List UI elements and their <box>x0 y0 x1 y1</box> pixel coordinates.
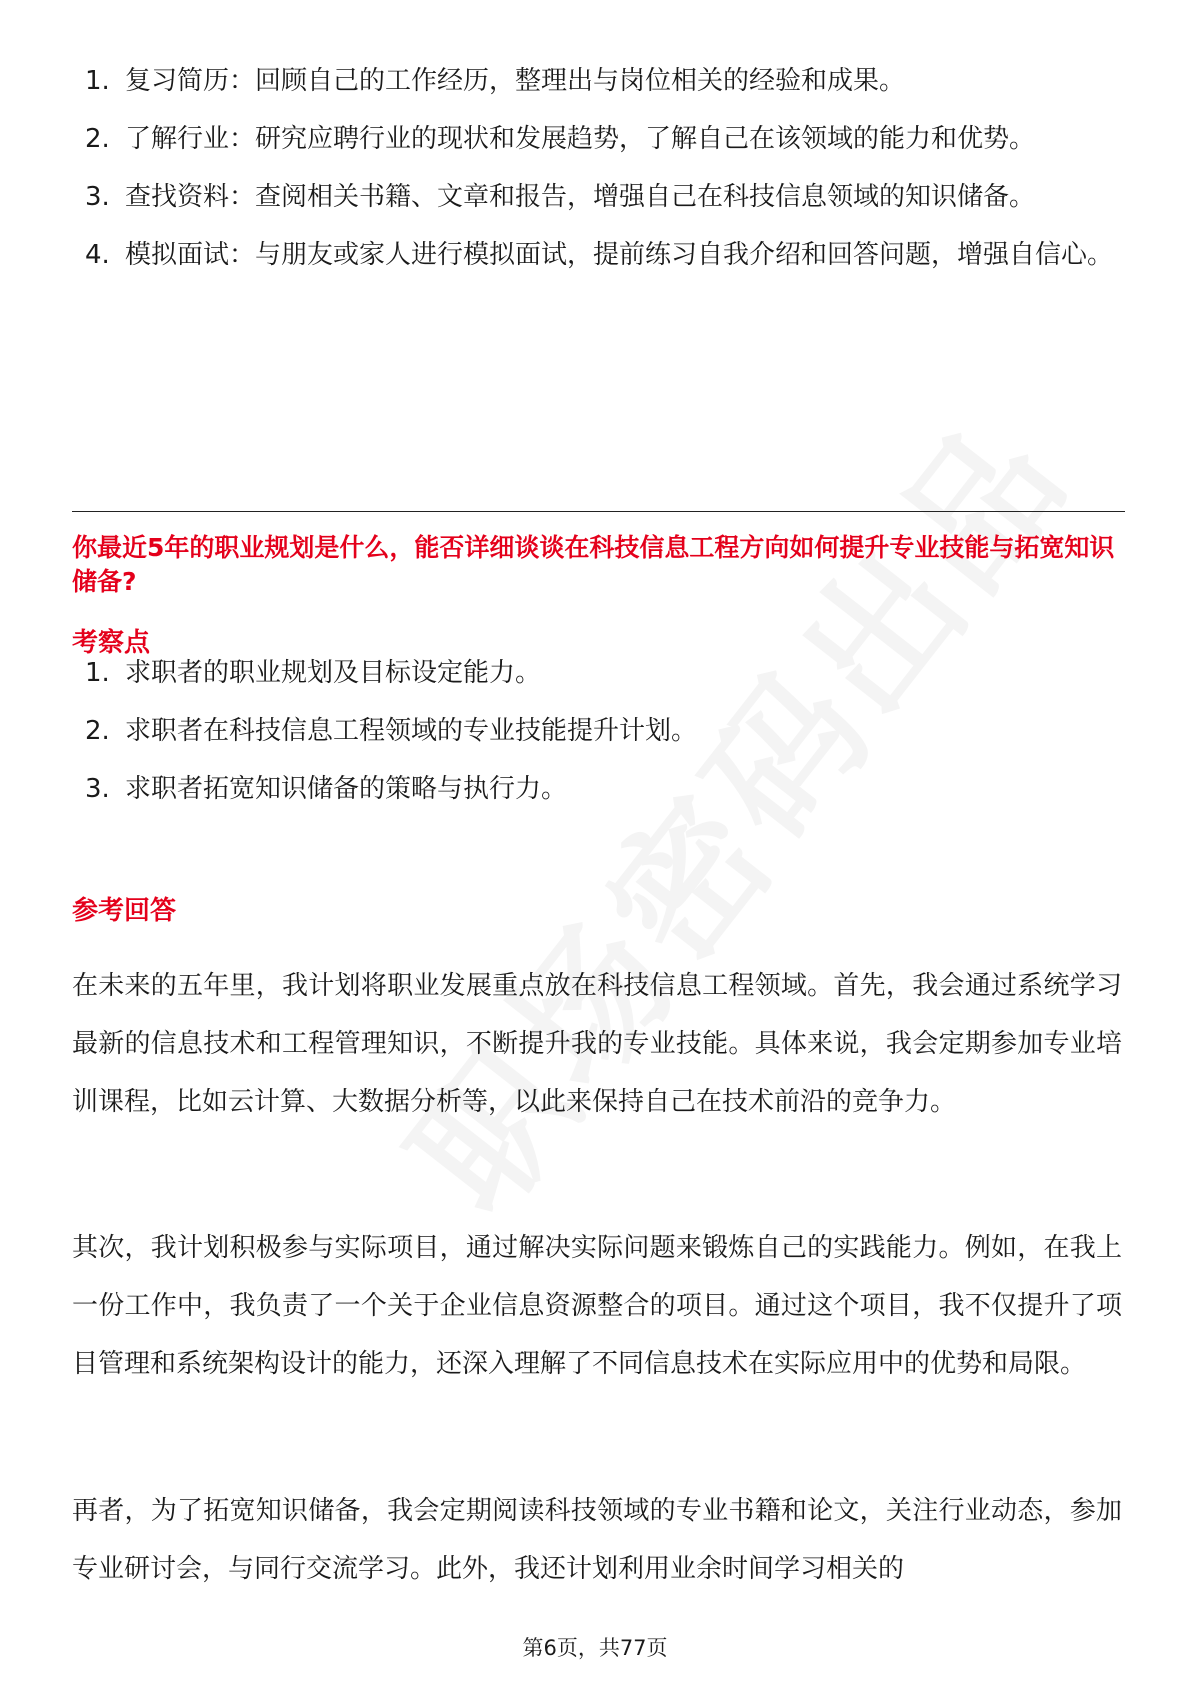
list-number: 2. <box>85 124 110 154</box>
list-item <box>85 168 1125 226</box>
answer-heading: 参考回答 <box>72 896 177 926</box>
list-item <box>85 644 1125 702</box>
interview-question: 你最近5年的职业规划是什么，能否详细谈谈在科技信息工程方向如何提升专业技能与拓宽知识储备? <box>72 533 1115 596</box>
list-text: 求职者的职业规划及目标设定能力。 <box>125 658 542 688</box>
list-text: 查找资料：查阅相关书籍、文章和报告，增强自己在科技信息领域的知识储备。 <box>125 182 1036 212</box>
preparation-list <box>85 52 1125 284</box>
list-number: 4. <box>85 240 110 270</box>
list-text: 模拟面试：与朋友或家人进行模拟面试，提前练习自我介绍和回答问题，增强自信心。 <box>125 240 1114 270</box>
list-number: 1. <box>85 66 110 96</box>
list-item <box>85 52 1125 110</box>
list-number: 3. <box>85 182 110 212</box>
list-number: 1. <box>85 658 110 688</box>
list-item <box>85 110 1125 168</box>
answer-paragraph: 其次，我计划积极参与实际项目，通过解决实际问题来锻炼自己的实践能力。例如，在我上一份工作中，我负责了一个关于企业信息资源整合的项目。通过这个项目，我不仅提升了项目管理和系统架构设计的能力，还深入理解了不同信息技术在实际应用中的优势和局限。 <box>72 1233 1122 1379</box>
list-number: 2. <box>85 716 110 746</box>
list-text: 求职者拓宽知识储备的策略与执行力。 <box>125 774 568 804</box>
section-divider <box>72 511 1125 512</box>
list-number: 3. <box>85 774 110 804</box>
list-item <box>85 226 1125 284</box>
eval-points-heading: 考察点 <box>72 628 151 658</box>
answer-paragraph: 再者，为了拓宽知识储备，我会定期阅读科技领域的专业书籍和论文，关注行业动态，参加专业研讨会，与同行交流学习。此外，我还计划利用业余时间学习相关的 <box>72 1496 1122 1584</box>
list-item <box>85 760 1125 818</box>
list-text: 复习简历：回顾自己的工作经历，整理出与岗位相关的经验和成果。 <box>125 66 906 96</box>
eval-points-list <box>85 644 1125 818</box>
page-number: 第6页，共77页 <box>522 1636 668 1660</box>
list-text: 了解行业：研究应聘行业的现状和发展趋势，了解自己在该领域的能力和优势。 <box>125 124 1036 154</box>
list-item <box>85 702 1125 760</box>
answer-paragraph: 在未来的五年里，我计划将职业发展重点放在科技信息工程领域。首先，我会通过系统学习最新的信息技术和工程管理知识，不断提升我的专业技能。具体来说，我会定期参加专业培训课程，比如云计算、大数据分析等，以此来保持自己在技术前沿的竞争力。 <box>72 971 1122 1117</box>
list-text: 求职者在科技信息工程领域的专业技能提升计划。 <box>125 716 698 746</box>
